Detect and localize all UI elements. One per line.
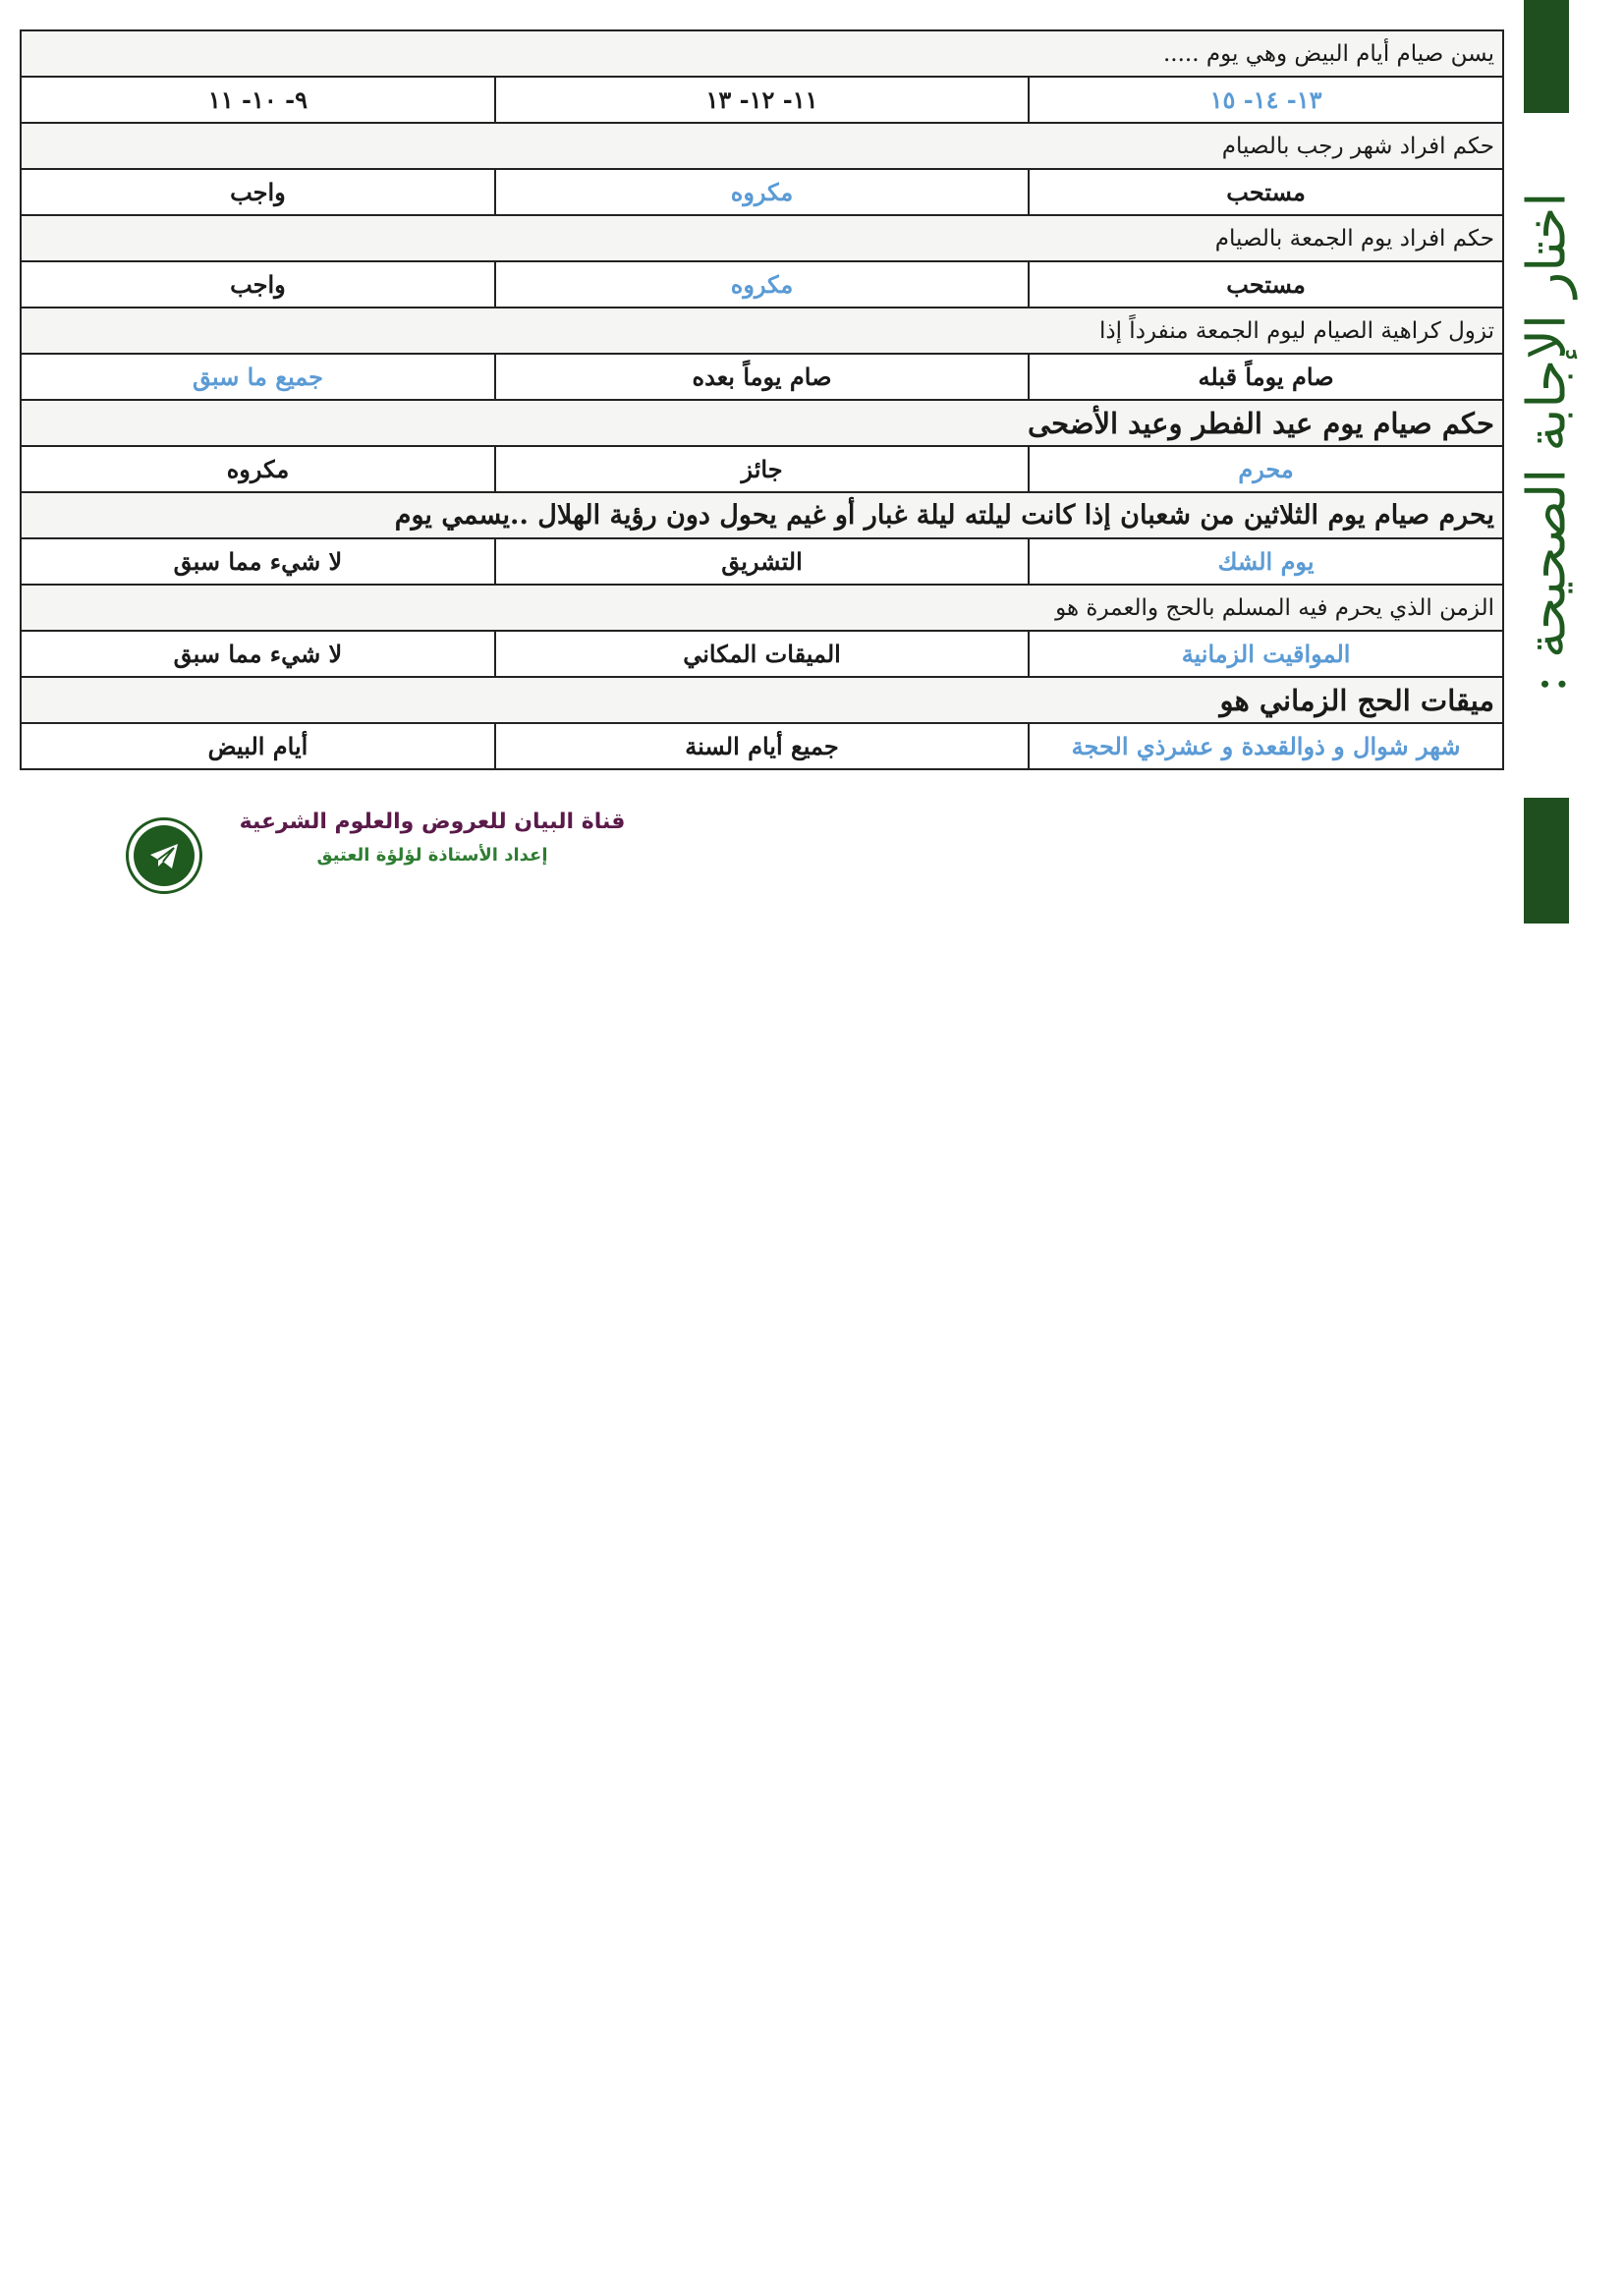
question-text: يحرم صيام يوم الثلاثين من شعبان إذا كانت ليلته ليلة غبار أو غيم يحول دون رؤية الهلال ..يسمي يوم [21,492,1503,538]
options-row [21,631,1503,677]
option-cell[interactable]: واجب [21,169,495,215]
option-cell[interactable]: لا شيء مما سبق [21,631,495,677]
question-row [21,308,1503,354]
option-cell[interactable]: شهر شوال و ذوالقعدة و عشرذي الحجة [1029,723,1503,769]
question-row [21,400,1503,446]
question-row [21,215,1503,261]
option-cell[interactable]: ٩- ١٠- ١١ [21,77,495,123]
side-title-container [1511,187,1582,698]
option-cell[interactable]: التشريق [495,538,1029,585]
option-cell[interactable]: يوم الشك [1029,538,1503,585]
channel-name: قناة البيان للعروض والعلوم الشرعية [239,810,626,834]
question-text: حكم افراد شهر رجب بالصيام [21,123,1503,169]
option-cell[interactable]: جميع أيام السنة [495,723,1029,769]
bottom-accent-bar [1524,798,1569,924]
options-row [21,354,1503,400]
question-text: حكم افراد يوم الجمعة بالصيام [21,215,1503,261]
option-cell[interactable]: مكروه [495,261,1029,308]
option-cell[interactable]: صام يوماً قبله [1029,354,1503,400]
option-cell[interactable]: مستحب [1029,261,1503,308]
question-text: الزمن الذي يحرم فيه المسلم بالحج والعمرة هو [21,585,1503,631]
options-row [21,723,1503,769]
option-cell[interactable]: محرم [1029,446,1503,492]
question-text: حكم صيام يوم عيد الفطر وعيد الأضحى [21,400,1503,446]
option-cell[interactable]: ١١- ١٢- ١٣ [495,77,1029,123]
option-cell[interactable]: واجب [21,261,495,308]
options-row [21,446,1503,492]
options-row [21,169,1503,215]
option-cell[interactable]: لا شيء مما سبق [21,538,495,585]
question-row [21,30,1503,77]
author-credit: إعداد الأستاذة لؤلؤة العتيق [316,845,548,866]
telegram-logo[interactable] [126,817,202,894]
telegram-icon [144,836,184,875]
question-text: تزول كراهية الصيام ليوم الجمعة منفرداً إذا [21,308,1503,354]
option-cell[interactable]: جائز [495,446,1029,492]
options-row [21,77,1503,123]
question-text: يسن صيام أيام البيض وهي يوم ..... [21,30,1503,77]
option-cell[interactable]: أيام البيض [21,723,495,769]
question-row [21,677,1503,723]
option-cell[interactable]: الميقات المكاني [495,631,1029,677]
option-cell[interactable]: المواقيت الزمانية [1029,631,1503,677]
options-row [21,538,1503,585]
options-row [21,261,1503,308]
option-cell[interactable]: صام يوماً بعده [495,354,1029,400]
option-cell[interactable]: جميع ما سبق [21,354,495,400]
telegram-logo-inner [134,825,195,886]
top-accent-bar [1524,0,1569,113]
question-row [21,585,1503,631]
question-row [21,492,1503,538]
option-cell[interactable]: مستحب [1029,169,1503,215]
option-cell[interactable]: مكروه [21,446,495,492]
option-cell[interactable]: ١٣- ١٤- ١٥ [1029,77,1503,123]
question-row [21,123,1503,169]
option-cell[interactable]: مكروه [495,169,1029,215]
question-text: ميقات الحج الزماني هو [21,677,1503,723]
quiz-table [20,29,1504,770]
side-title: اختار الإجابة الصحيحة : [1515,192,1578,693]
